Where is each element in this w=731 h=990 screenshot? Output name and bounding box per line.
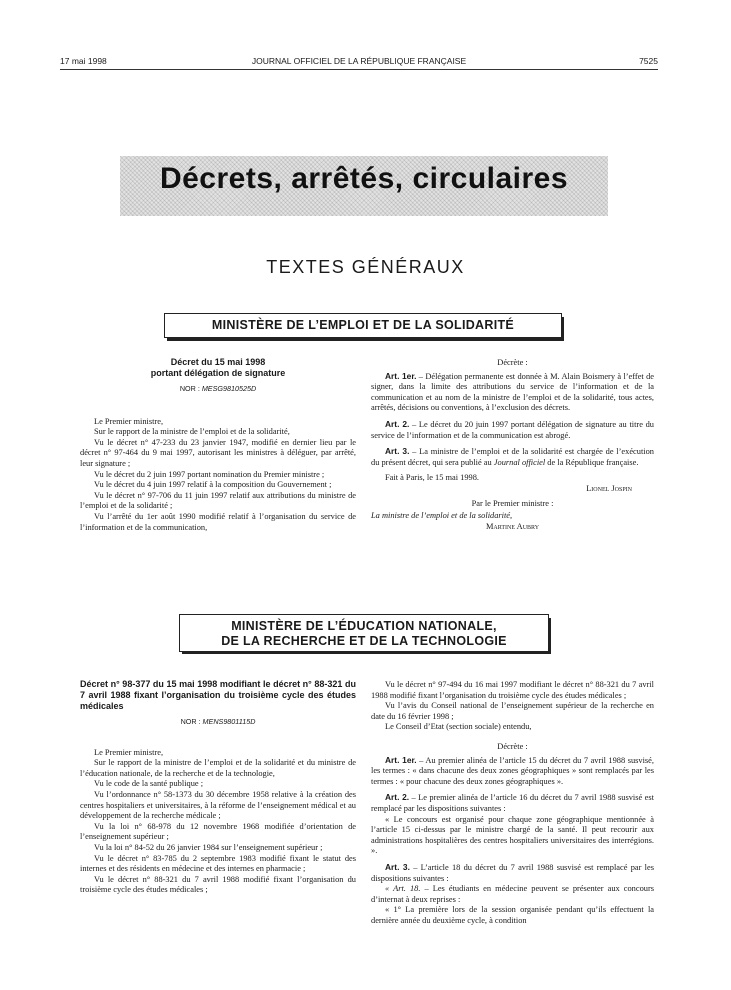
decree2-visa: Vu le décret n° 88-321 du 7 avril 1988 modifié fixant l’organisation du troisième cycle des études médicales ; xyxy=(80,874,356,895)
decree1-signature-minister: Martine Aubry xyxy=(485,521,540,531)
decree2-visa: Le Conseil d’Etat (section sociale) entendu, xyxy=(385,722,532,732)
decree1-visa: Sur le rapport de la ministre de l’emploi et de la solidarité, xyxy=(94,427,290,437)
decree2-article-1: Art. 1er. – Au premier alinéa de l’article 15 du décret du 7 avril 1988 susvisé, les termes : « dans chacune des deux zones géographiques » sont remplacés par les termes : « pour chacune des deux zones géographiques ». xyxy=(371,754,654,786)
decree2-right-column xyxy=(371,680,654,926)
decree2-left-column xyxy=(80,679,356,896)
decree1-nor-code: MESG9810525D xyxy=(201,384,257,393)
running-header xyxy=(60,56,658,68)
ministry-name: MINISTÈRE DE L’EMPLOI ET DE LA SOLIDARITÉ xyxy=(211,318,515,332)
decree1-article-3: Art. 3. – La ministre de l’emploi et de la solidarité est chargée de l’exécution du présent décret, qui sera publié au Journal officiel de la République française. xyxy=(371,446,654,467)
decree1-left-column xyxy=(80,357,356,533)
decree2-visa: Vu l’ordonnance n° 58-1373 du 30 décembre 1958 relative à la création des centres hospitaliers et universitaires, à la réforme de l’enseignement médical et au développement de la recherche médicale ; xyxy=(80,789,356,821)
decree1-visa: Le Premier ministre, xyxy=(94,416,164,426)
decree2-article-18-item-1: « 1° La première lors de la session organisée pendant qu’ils effectuent la dernière année du deuxième cycle, à condition xyxy=(371,905,654,925)
ministry-name-line2: DE LA RECHERCHE ET DE LA TECHNOLOGIE xyxy=(221,634,507,648)
decree2-nor: NOR : MENS9801115D xyxy=(180,717,256,726)
section-title: TEXTES GÉNÉRAUX xyxy=(266,257,465,277)
ministry-box-emploi xyxy=(164,313,562,338)
decree1-visa: Vu l’arrêté du 1er août 1990 modifié relatif à l’organisation du service de l’information et de la communication, xyxy=(80,511,356,532)
decree2-article-2: Art. 2. – Le premier alinéa de l’article 16 du décret du 7 avril 1988 susvisé est remplacé par les dispositions suivantes : xyxy=(371,792,654,813)
decree1-nor: NOR : MESG9810525D xyxy=(179,384,257,393)
decree2-visa: Vu le décret n° 97-494 du 16 mai 1997 modifiant le décret n° 88-321 du 7 avril 1988 modifié fixant l’organisation du troisième cycle des études médicales ; xyxy=(371,680,654,700)
decree2-visa: Vu le code de la santé publique ; xyxy=(94,779,204,789)
decree1-minister-title: La ministre de l’emploi et de la solidarité, xyxy=(371,511,513,521)
header-journal-title: JOURNAL OFFICIEL DE LA RÉPUBLIQUE FRANÇAISE xyxy=(251,56,467,66)
decree2-article-3: Art. 3. – L’article 18 du décret du 7 avril 1988 susvisé est remplacé par les dispositions suivantes : xyxy=(371,861,654,883)
decree1-signature-pm: Lionel Jospin xyxy=(586,483,632,493)
decree2-visa: Vu l’avis du Conseil national de l’enseignement supérieur de la recherche en date du 16 février 1998 ; xyxy=(371,701,654,721)
decree2-visa: Sur le rapport de la ministre de l’emploi et de la solidarité et du ministre de l’éducation nationale, de la recherche et de la technologie, xyxy=(80,758,356,778)
ministry-name-line1: MINISTÈRE DE L’ÉDUCATION NATIONALE, xyxy=(231,619,497,633)
decree2-nor-code: MENS9801115D xyxy=(202,717,256,726)
header-page-number: 7525 xyxy=(639,56,658,66)
decree2-visa: Vu la loi n° 68-978 du 12 novembre 1968 modifiée d’orientation de l’enseignement supérieur ; xyxy=(80,821,356,842)
decree1-right-column xyxy=(371,358,654,532)
decree1-decrete: Décrète : xyxy=(497,358,528,367)
decree1-visa: Vu le décret n° 97-706 du 11 juin 1997 relatif aux attributions du ministre de l’emploi et de la solidarité ; xyxy=(80,490,356,511)
decree2-article-18: « Art. 18. – Les étudiants en médecine peuvent se présenter aux concours d’internat à deux reprises : xyxy=(371,884,654,904)
decree1-par-le-premier-ministre: Par le Premier ministre : xyxy=(471,498,554,508)
banner-title: Décrets, arrêtés, circulaires xyxy=(159,162,569,195)
ministry-box-education xyxy=(179,614,549,652)
decree2-visa: Le Premier ministre, xyxy=(94,747,164,757)
decree2-decrete: Décrète : xyxy=(497,741,528,751)
decree1-done-at: Fait à Paris, le 15 mai 1998. xyxy=(385,473,479,483)
header-rule xyxy=(60,69,658,70)
decree2-visa: Vu la loi n° 84-52 du 26 janvier 1984 sur l’enseignement supérieur ; xyxy=(94,842,323,852)
decree1-article-2: Art. 2. – Le décret du 20 juin 1997 portant délégation de signature au titre du service de l’information et de la communication est abrogé. xyxy=(371,418,654,440)
decree1-title-line2: portant délégation de signature xyxy=(150,368,286,378)
decree2-title: Décret n° 98-377 du 15 mai 1998 modifiant le décret n° 88-321 du 7 avril 1988 fixant l’organisation du troisième cycle des études médicales xyxy=(80,679,356,711)
header-date: 17 mai 1998 xyxy=(60,56,107,66)
decree1-visa: Vu le décret du 2 juin 1997 portant nomination du Premier ministre ; xyxy=(94,469,325,479)
decree2-visa: Vu le décret n° 83-785 du 2 septembre 1983 modifié fixant le statut des internes et des résidents en médecine et des internes en pharmacie ; xyxy=(80,853,356,874)
decree1-article-1: Art. 1er. – Délégation permanente est donnée à M. Alain Boismery à l’effet de signer, dans la limite des attributions du service de l’information et de la communication et au nom de la ministre de l’emploi et de la solidarité, tous actes, arrêtés, décisions ou conventions, à l’exclusion des décrets. xyxy=(371,370,654,413)
decree1-title-line1: Décret du 15 mai 1998 xyxy=(170,357,266,367)
decree2-article-2-quote: « Le concours est organisé pour chaque zone géographique mentionnée à l’article 15 ci-dessus par le ministre chargé de la santé. Il peut recourir aux administrations hospitalières des centres hospitaliers universitaires des interrégions. ». xyxy=(371,814,654,856)
decree1-visa: Vu le décret du 4 juin 1997 relatif à la composition du Gouvernement ; xyxy=(94,480,332,490)
decree1-visa: Vu le décret n° 47-233 du 23 janvier 1947, modifié en dernier lieu par le décret n° 97-464 du 9 mai 1997, autorisant les ministres à déléguer, par arrêté, leur signature ; xyxy=(80,437,356,468)
